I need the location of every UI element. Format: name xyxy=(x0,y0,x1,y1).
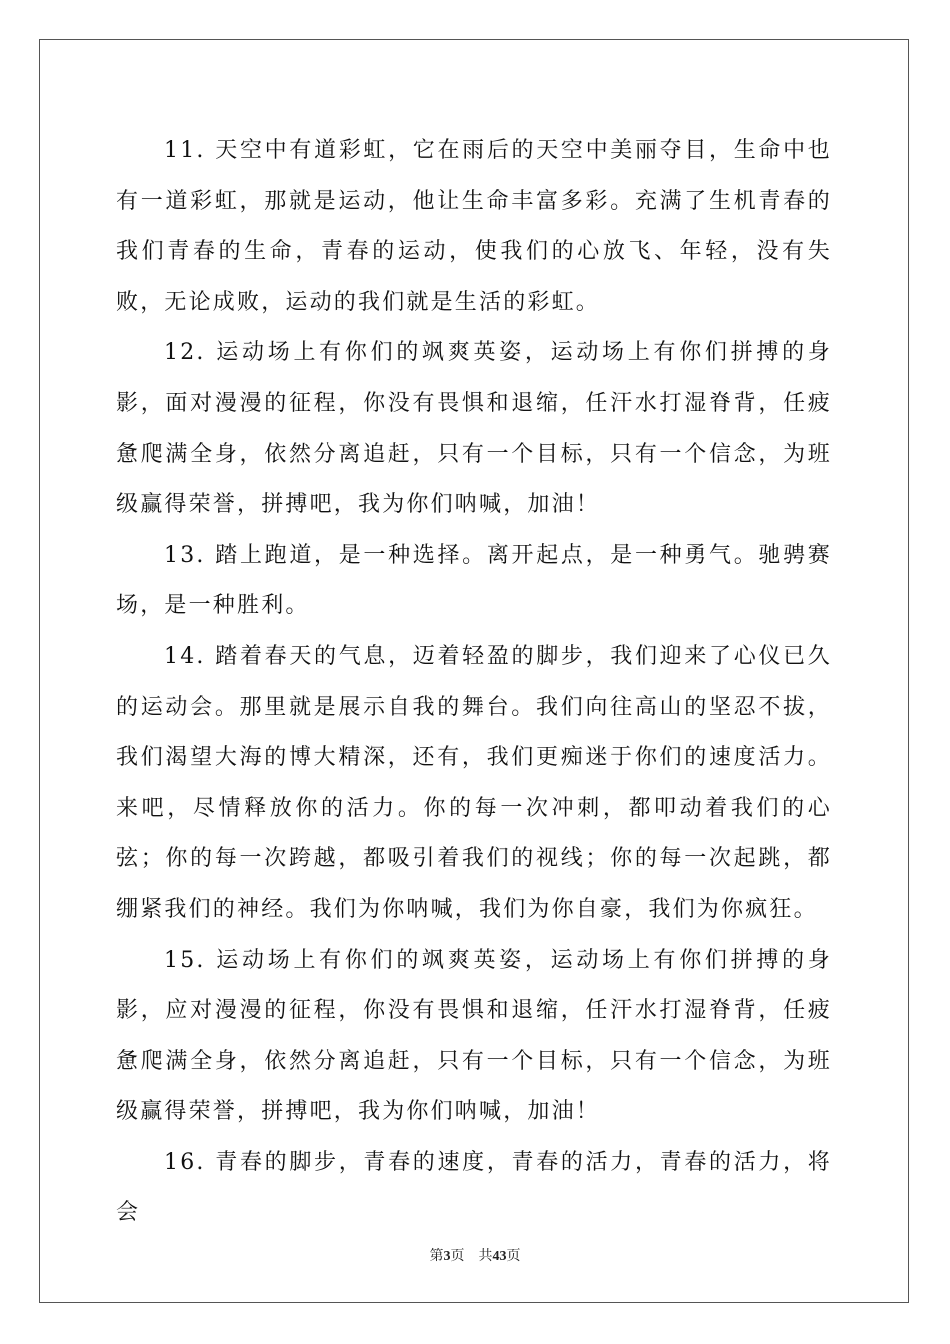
total-pages: 43 xyxy=(492,1249,507,1264)
page-prefix: 第 xyxy=(429,1248,444,1264)
page-suffix: 页 xyxy=(450,1248,465,1264)
total-prefix: 共 xyxy=(478,1248,493,1264)
paragraph-13: 13. 踏上跑道，是一种选择。离开起点，是一种勇气。驰骋赛场，是一种胜利。 xyxy=(116,542,832,619)
paragraph-11: 11. 天空中有道彩虹，它在雨后的天空中美丽夺目，生命中也有一道彩虹，那就是运动，他让生命丰富多彩。充满了生机青春的我们青春的生命，青春的运动，使我们的心放飞、年轻，没有失败，无论成败，运动的我们就是生活的彩虹。 xyxy=(116,138,832,315)
page-footer xyxy=(0,1247,950,1266)
paragraph-12: 12. 运动场上有你们的飒爽英姿，运动场上有你们拼搏的身影，面对漫漫的征程，你没有畏惧和退缩，任汗水打湿脊背，任疲惫爬满全身，依然分离追赶，只有一个目标，只有一个信念，为班级赢得荣誉，拼搏吧，我为你们呐喊，加油！ xyxy=(116,340,832,518)
document-body xyxy=(116,126,832,1239)
paragraph-15: 15. 运动场上有你们的飒爽英姿，运动场上有你们拼搏的身影，应对漫漫的征程，你没有畏惧和退缩，任汗水打湿脊背，任疲惫爬满全身，依然分离追赶，只有一个目标，只有一个信念，为班级赢得荣誉，拼搏吧，我为你们呐喊，加油！ xyxy=(116,947,832,1125)
paragraph-14: 14. 踏着春天的气息，迈着轻盈的脚步，我们迎来了心仪已久的运动会。那里就是展示自我的舞台。我们向往高山的坚忍不拔，我们渴望大海的博大精深，还有，我们更痴迷于你们的速度活力。来吧，尽情释放你的活力。你的每一次冲刺，都叩动着我们的心弦；你的每一次跨越，都吸引着我们的视线；你的每一次起跳，都绷紧我们的神经。我们为你呐喊，我们为你自豪，我们为你疯狂。 xyxy=(116,643,832,922)
total-suffix: 页 xyxy=(506,1248,521,1264)
paragraph-16: 16. 青春的脚步，青春的速度，青春的活力，青春的活力，将会 xyxy=(116,1149,832,1226)
page-number: 3 xyxy=(443,1249,451,1264)
